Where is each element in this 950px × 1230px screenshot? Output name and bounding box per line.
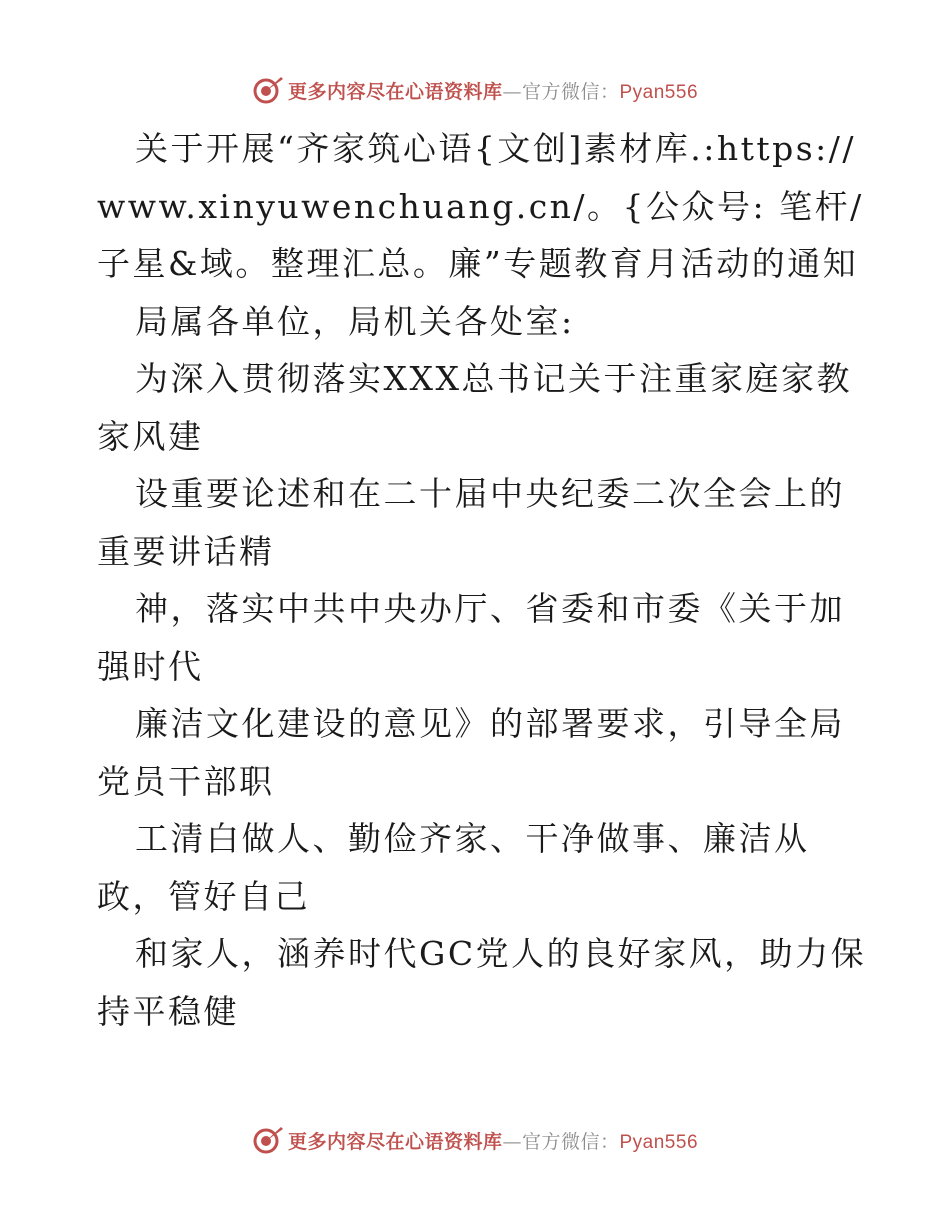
body-paragraph: 为深入贯彻落实XXX总书记关于注重家庭家教家风建	[97, 359, 852, 456]
header-wechat-id: Pyan556	[619, 81, 699, 103]
footer-watermark-text	[288, 1127, 698, 1154]
salutation: 局属各单位，局机关各处室:	[135, 301, 575, 341]
footer-dash: —	[502, 1130, 522, 1153]
footer-official-label: 官方微信：	[521, 1130, 620, 1153]
pen-circle-logo-icon	[252, 1124, 284, 1156]
footer-watermark-banner	[0, 1120, 950, 1160]
notice-title: 关于开展“齐家筑心语{文创]素材库.:https://www.xinyuwenchuang.cn/。{公众号: 笔杆/子星&域。整理汇总。廉”专题教育月活动的通知	[97, 129, 864, 283]
body-paragraph: 廉洁文化建设的意见》的部署要求，引导全局党员干部职	[97, 704, 845, 801]
header-watermark-text	[288, 77, 698, 104]
document-body	[97, 120, 867, 1040]
header-official-label: 官方微信：	[521, 80, 620, 103]
body-paragraph: 工清白做人、勤俭齐家、干净做事、廉洁从政，管好自己	[97, 819, 810, 916]
footer-brand: 更多内容尽在心语资料库	[287, 1130, 503, 1153]
footer-wechat-id: Pyan556	[619, 1131, 699, 1153]
body-paragraph: 神，落实中共中央办厅、省委和市委《关于加强时代	[97, 589, 845, 686]
header-watermark-banner	[0, 70, 950, 110]
body-paragraph: 设重要论述和在二十届中央纪委二次全会上的重要讲话精	[97, 474, 845, 571]
header-brand: 更多内容尽在心语资料库	[287, 80, 503, 103]
header-dash: —	[502, 80, 522, 103]
body-paragraph: 和家人，涵养时代GC党人的良好家风，助力保持平稳健	[97, 934, 867, 1031]
pen-circle-logo-icon	[252, 74, 284, 106]
